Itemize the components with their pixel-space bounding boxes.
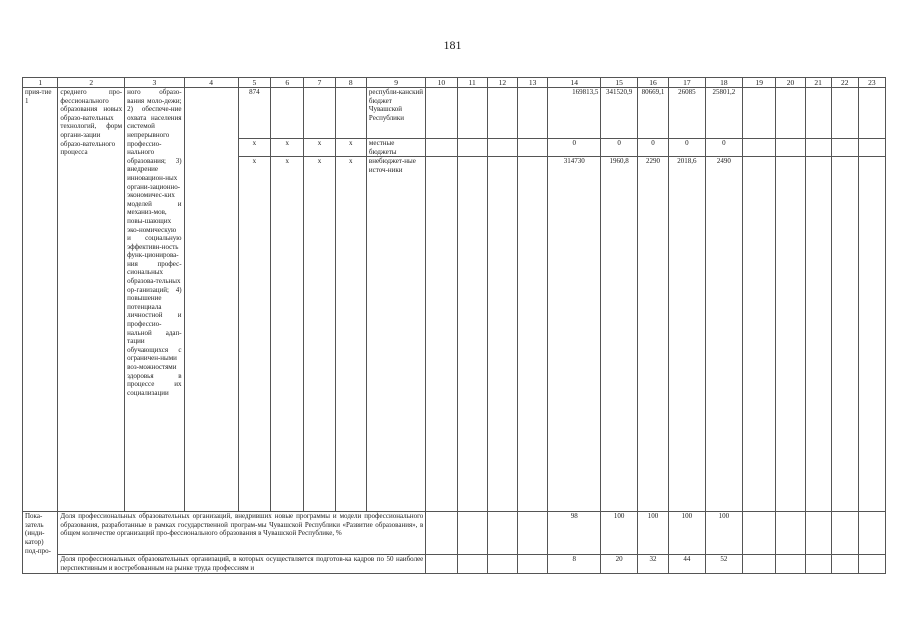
column-number: 17 <box>669 78 705 88</box>
column-number: 19 <box>743 78 776 88</box>
measure-goals-cell: ного образо-вания моло-дежи; 2) обеспече-ние охвата населения системой непрерывного профессио-нального образования; 3) внедрение инновацион-ных органи-зационно-экономичес-ких моделей и механиз-мов, повы-шающих эко-номическую и социальную эффективн-ность функ-ционирова-ния профес-сиональных образова-тельных ор-ганизаций; 4) повышение потенциала личностной и профессио-нальной адап-тации обучающихся с ограничен-ными воз-можностями здоровья в процессе их социализации <box>125 88 184 512</box>
value-cell: 2490 <box>705 157 743 512</box>
column-number: 15 <box>601 78 637 88</box>
value-cell: 98 <box>548 512 601 555</box>
code-cell: x <box>304 139 335 157</box>
value-cell: 20 <box>601 555 637 574</box>
code-cell: x <box>335 157 366 512</box>
code-cell: x <box>238 139 270 157</box>
value-cell: 0 <box>669 139 705 157</box>
value-cell: 0 <box>601 139 637 157</box>
funding-source-cell: республи-канский бюджет Чувашской Республики <box>366 88 425 139</box>
column-number: 20 <box>776 78 805 88</box>
measure-name-cell: среднего про-фессионального образования новых образо-вательных технологий, форм органи-зации образо-вательного процесса <box>58 88 125 512</box>
code-cell: x <box>335 139 366 157</box>
column-number: 2 <box>58 78 125 88</box>
column-number: 21 <box>805 78 831 88</box>
value-cell: 100 <box>601 512 637 555</box>
value-cell: 2018,6 <box>669 157 705 512</box>
value-cell: 26085 <box>669 88 705 139</box>
column-number: 3 <box>125 78 184 88</box>
value-cell: 80669,1 <box>637 88 668 139</box>
value-cell: 2290 <box>637 157 668 512</box>
funding-row <box>23 88 886 139</box>
column-number: 23 <box>858 78 885 88</box>
column-number: 4 <box>184 78 238 88</box>
value-cell: 8 <box>548 555 601 574</box>
column-number: 14 <box>548 78 601 88</box>
value-cell: 1960,8 <box>601 157 637 512</box>
empty-cell <box>184 88 238 512</box>
value-cell: 100 <box>637 512 668 555</box>
code-cell <box>335 88 366 139</box>
value-cell: 100 <box>669 512 705 555</box>
code-cell: x <box>271 139 304 157</box>
page-number: 181 <box>443 38 462 52</box>
indicator-text-cell: Доля профессиональных образовательных организаций, в которых осуществляется подготов-ка кадров по 50 наиболее перспективным и востребованным на рынке труда профессиям и <box>58 555 426 574</box>
column-number-row <box>23 78 886 88</box>
column-number: 22 <box>831 78 858 88</box>
column-number: 16 <box>637 78 668 88</box>
column-number: 11 <box>457 78 487 88</box>
column-number: 13 <box>518 78 548 88</box>
indicator-text-cell: Доля профессиональных образовательных организаций, внедривших новые программы и модели профессионального образования, разработанные в рамках государственной програм-мы Чувашской Республики «Развитие образования», в общем количестве организаций про-фессионального образования в Чувашской Республике, % <box>58 512 426 555</box>
value-cell: 100 <box>705 512 743 555</box>
indicator-row <box>23 555 886 574</box>
column-number: 5 <box>238 78 270 88</box>
value-cell: 52 <box>705 555 743 574</box>
value-cell: 341520,9 <box>601 88 637 139</box>
code-cell: x <box>238 157 270 512</box>
column-number: 9 <box>366 78 425 88</box>
code-cell <box>304 88 335 139</box>
funding-source-cell: местные бюджеты <box>366 139 425 157</box>
measure-cell: прия-тие 1 <box>23 88 58 512</box>
value-cell: 25801,2 <box>705 88 743 139</box>
value-cell: 0 <box>548 139 601 157</box>
indicator-row <box>23 512 886 555</box>
column-number: 18 <box>705 78 743 88</box>
value-cell: 0 <box>705 139 743 157</box>
value-cell: 32 <box>637 555 668 574</box>
column-number: 7 <box>304 78 335 88</box>
indicator-label-cell: Пока-затель (инди-катор) под-про- <box>23 512 58 574</box>
column-number: 8 <box>335 78 366 88</box>
code-cell <box>271 88 304 139</box>
value-cell: 0 <box>637 139 668 157</box>
column-number: 12 <box>487 78 517 88</box>
value-cell: 169813,5 <box>548 88 601 139</box>
column-number: 10 <box>426 78 457 88</box>
value-cell: 44 <box>669 555 705 574</box>
column-number: 6 <box>271 78 304 88</box>
funding-source-cell: внебюджет-ные источ-ники <box>366 157 425 512</box>
code-cell: 874 <box>238 88 270 139</box>
code-cell: x <box>271 157 304 512</box>
column-number: 1 <box>23 78 58 88</box>
code-cell: x <box>304 157 335 512</box>
value-cell: 314730 <box>548 157 601 512</box>
program-table <box>22 77 886 574</box>
